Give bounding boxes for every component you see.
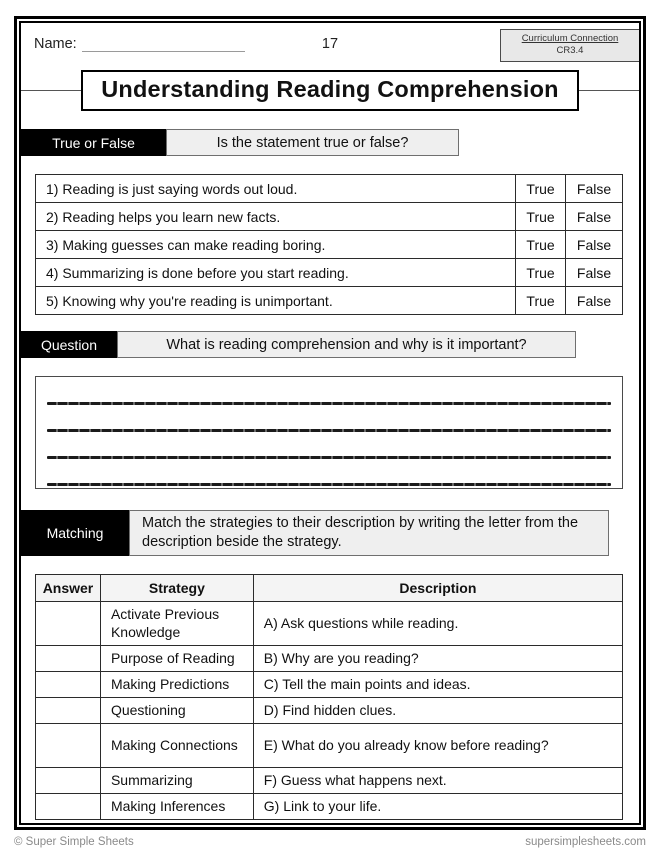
- description-cell: F) Guess what happens next.: [253, 768, 622, 794]
- matching-label: Matching: [21, 510, 129, 556]
- strategy-column-header: Strategy: [100, 575, 253, 602]
- answer-cell[interactable]: [36, 768, 101, 794]
- statement-cell: 3) Making guesses can make reading boring.: [36, 231, 516, 259]
- table-row: [36, 203, 623, 231]
- table-row: [36, 287, 623, 315]
- description-cell: C) Tell the main points and ideas.: [253, 672, 622, 698]
- statement-cell: 1) Reading is just saying words out loud.: [36, 175, 516, 203]
- description-cell: G) Link to your life.: [253, 794, 622, 820]
- answer-cell[interactable]: [36, 672, 101, 698]
- name-input-line[interactable]: [82, 39, 245, 52]
- answer-box[interactable]: [35, 376, 623, 489]
- description-cell: B) Why are you reading?: [253, 646, 622, 672]
- statement-cell: 2) Reading helps you learn new facts.: [36, 203, 516, 231]
- page-number: 17: [321, 36, 339, 52]
- matching-table: [35, 574, 623, 820]
- answer-cell[interactable]: [36, 646, 101, 672]
- table-row: [36, 672, 623, 698]
- table-row: [36, 768, 623, 794]
- badge-title: Curriculum Connection: [521, 33, 619, 44]
- true-false-label: True or False: [21, 129, 166, 156]
- strategy-cell: Activate Previous Knowledge: [100, 602, 253, 646]
- question-label: Question: [21, 331, 117, 358]
- writing-line[interactable]: [47, 402, 611, 405]
- table-row: [36, 646, 623, 672]
- strategy-cell: Making Connections: [100, 724, 253, 768]
- false-option[interactable]: False: [566, 231, 623, 259]
- curriculum-connection-badge: [500, 29, 640, 62]
- false-option[interactable]: False: [566, 287, 623, 315]
- copyright-text: © Super Simple Sheets: [14, 836, 134, 848]
- true-false-section-header: [21, 129, 639, 156]
- answer-cell[interactable]: [36, 602, 101, 646]
- table-row: [36, 698, 623, 724]
- statement-cell: 4) Summarizing is done before you start reading.: [36, 259, 516, 287]
- true-false-table: [35, 174, 623, 315]
- writing-line[interactable]: [47, 483, 611, 486]
- page-header: [21, 30, 639, 60]
- answer-column-header: Answer: [36, 575, 101, 602]
- strategy-cell: Purpose of Reading: [100, 646, 253, 672]
- table-row: [36, 794, 623, 820]
- true-option[interactable]: True: [516, 203, 566, 231]
- false-option[interactable]: False: [566, 175, 623, 203]
- page-inner-border: [19, 21, 641, 825]
- answer-cell[interactable]: [36, 724, 101, 768]
- table-row: [36, 259, 623, 287]
- table-row: [36, 231, 623, 259]
- description-cell: E) What do you already know before reading?: [253, 724, 622, 768]
- true-option[interactable]: True: [516, 175, 566, 203]
- table-row: [36, 724, 623, 768]
- true-option[interactable]: True: [516, 259, 566, 287]
- name-field: [34, 36, 245, 52]
- true-option[interactable]: True: [516, 231, 566, 259]
- description-cell: D) Find hidden clues.: [253, 698, 622, 724]
- strategy-cell: Making Predictions: [100, 672, 253, 698]
- table-header-row: [36, 575, 623, 602]
- writing-line[interactable]: [47, 429, 611, 432]
- matching-prompt: Match the strategies to their description by writing the letter from the description beside the strategy.: [129, 510, 609, 556]
- answer-cell[interactable]: [36, 794, 101, 820]
- true-option[interactable]: True: [516, 287, 566, 315]
- worksheet-page: [14, 16, 646, 830]
- writing-line[interactable]: [47, 456, 611, 459]
- false-option[interactable]: False: [566, 203, 623, 231]
- statement-cell: 5) Knowing why you're reading is unimportant.: [36, 287, 516, 315]
- strategy-cell: Questioning: [100, 698, 253, 724]
- matching-section-header: [21, 510, 639, 556]
- title-area: [21, 69, 639, 111]
- description-column-header: Description: [253, 575, 622, 602]
- page-title: Understanding Reading Comprehension: [81, 70, 578, 111]
- table-row: [36, 175, 623, 203]
- false-option[interactable]: False: [566, 259, 623, 287]
- page-footer: [14, 836, 646, 848]
- name-label: Name:: [34, 36, 77, 52]
- answer-cell[interactable]: [36, 698, 101, 724]
- badge-code: CR3.4: [556, 44, 584, 56]
- description-cell: A) Ask questions while reading.: [253, 602, 622, 646]
- question-prompt: What is reading comprehension and why is it important?: [117, 331, 576, 358]
- strategy-cell: Summarizing: [100, 768, 253, 794]
- strategy-cell: Making Inferences: [100, 794, 253, 820]
- table-row: [36, 602, 623, 646]
- question-section-header: [21, 331, 639, 358]
- true-false-prompt: Is the statement true or false?: [166, 129, 459, 156]
- website-url: supersimplesheets.com: [525, 836, 646, 848]
